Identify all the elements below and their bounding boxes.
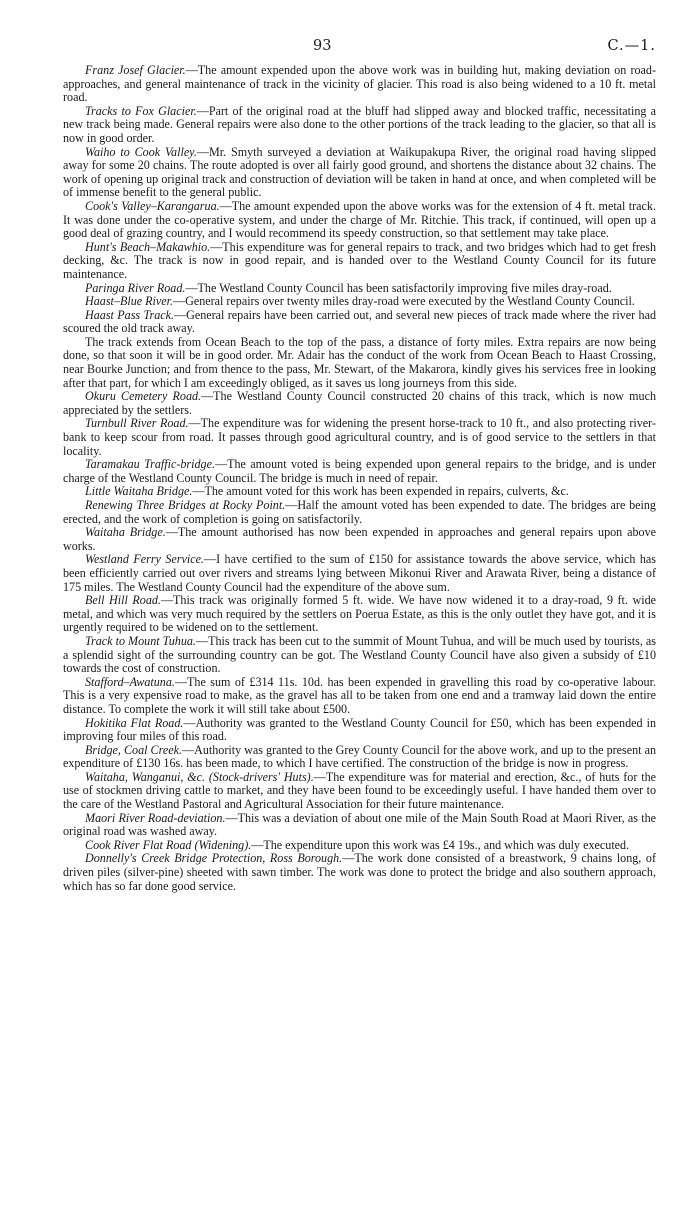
paragraph-heading: Franz Josef Glacier. <box>85 63 186 77</box>
report-paragraph <box>63 852 656 893</box>
paragraph-heading: Waiho to Cook Valley. <box>85 144 197 159</box>
paragraph-text: —General repairs have been carried out, and several new pieces of track made where the river had scoured the old track away. <box>63 307 656 336</box>
paragraph-heading: Haast Pass Track. <box>85 307 175 322</box>
paragraph-heading: Waitaha, Wanganui, &c. (Stock-drivers' Huts). <box>85 769 314 784</box>
paragraph-text: —This was a deviation of about one mile of the Main South Road at Maori River, as the original road was washed away. <box>63 810 656 839</box>
paragraph-heading: Tracks to Fox Glacier. <box>85 103 197 118</box>
report-body <box>63 64 656 893</box>
document-page <box>63 38 656 893</box>
report-paragraph <box>63 676 656 717</box>
paragraph-heading: Bridge, Coal Creek. <box>85 742 183 757</box>
paragraph-heading: Track to Mount Tuhua. <box>85 633 196 648</box>
paragraph-heading: Renewing Three Bridges at Rocky Point. <box>85 498 286 512</box>
paragraph-text: —The Westland County Council constructed 20 chains of this track, which is now much appreciated by the settlers. <box>63 389 656 417</box>
report-paragraph <box>63 635 656 676</box>
paragraph-text: —This track has been cut to the summit of Mount Tuhua, and will be much used by tourists, as a splendid sight of the surrounding country can be got. The Westland County Council have also given a subsidy of £10 towards the cost of construction. <box>63 633 657 676</box>
report-paragraph <box>63 390 656 417</box>
paragraph-text: —Part of the original road at the bluff had slipped away and blocked traffic, necessitating a new track being made. General repairs were also done to the other portions of the track leading to the glacier, so that all is now in good order. <box>63 103 656 145</box>
paragraph-text: —The expenditure was for material and erection, &c., of huts for the use of stockmen driving cattle to market, and they have been found to be exceedingly useful. I have handed them over to the care of the Westland Pastoral and Agricultural Association for their future maintenance. <box>63 769 656 812</box>
paragraph-heading: Maori River Road-deviation. <box>85 810 226 825</box>
paragraph-heading: Cook River Flat Road (Widening). <box>85 837 252 852</box>
paragraph-heading: Bell Hill Road. <box>85 593 161 608</box>
paragraph-text: —The expenditure was for widening the present horse-track to 10 ft., and also protecting river-bank to keep scour from road. It passes through good agricultural country, and is of good service to the settlers in that locality. <box>63 416 656 458</box>
paragraph-text: —I have certified to the sum of £150 for assistance towards the above service, which has been efficiently carried out over rivers and streams lying between Mikonui River and Arawata River, being a distance of 175 miles. The Westland County Council had the expenditure of the above sum. <box>63 552 656 594</box>
paragraph-heading: Cook's Valley–Karangarua. <box>85 198 220 213</box>
paragraph-text: —This expenditure was for general repairs to track, and two bridges which had to get fresh decking, &c. The track is now in good repair, and is handed over to the Westland County Council for its future maintenance. <box>63 239 656 281</box>
paragraph-text: —The work done consisted of a breastwork, 9 chains long, of driven piles (silver-pine) sheeted with sawn timber. The work was done to protect the bridge and also southern approach, which has so far done good service. <box>63 851 656 893</box>
paragraph-heading: Okuru Cemetery Road. <box>85 389 202 404</box>
paragraph-text: —Authority was granted to the Westland County Council for £50, which has been expended in improving four miles of this road. <box>63 715 656 744</box>
paragraph-heading: Westland Ferry Service. <box>85 552 204 567</box>
paragraph-text: —Authority was granted to the Grey County Council for the above work, and up to the present an expenditure of £130 16s. has been made, to which I have certified. The construction of the bridge is now in progress. <box>63 742 656 771</box>
report-paragraph <box>63 839 656 853</box>
page-number: 93 <box>313 38 332 54</box>
paragraph-heading: Taramakau Traffic-bridge. <box>85 457 215 472</box>
report-paragraph <box>63 717 656 744</box>
report-paragraph <box>63 458 656 485</box>
report-paragraph <box>63 553 656 594</box>
paragraph-text: —Half the amount voted has been expended to date. The bridges are being erected, and the work of completion is going on satisfactorily. <box>63 498 656 526</box>
paragraph-heading: Turnbull River Road. <box>85 416 189 431</box>
paragraph-text: —The expenditure upon this work was £4 19s., and which was duly executed. <box>251 837 630 852</box>
paragraph-text: —The amount voted is being expended upon general repairs to the bridge, and is under charge of the Westland County Council. The bridge is much in need of repair. <box>63 457 656 485</box>
report-paragraph <box>63 336 656 390</box>
paragraph-heading: Stafford–Awatuna. <box>85 674 175 689</box>
report-paragraph <box>63 64 656 105</box>
report-paragraph <box>63 417 656 458</box>
paragraph-heading: Donnelly's Creek Bridge Protection, Ross Borough. <box>85 851 343 866</box>
report-paragraph <box>63 241 656 282</box>
paragraph-text: —The amount expended upon the above work was in building hut, making deviation on road-approaches, and general maintenance of track in the vicinity of glacier. This road is also being widened to a 10 ft. metal road. <box>63 63 656 105</box>
report-paragraph <box>63 744 656 771</box>
report-paragraph <box>63 594 656 635</box>
report-paragraph <box>63 295 656 309</box>
paragraph-text: —Mr. Smyth surveyed a deviation at Waikupakupa River, the original road having slipped away for some 20 chains. The route adopted is over all fairly good ground, and shortens the distance about 32 chains. The work of opening up original track and construction of deviation will be taken in hand at once, and when completed will be of immense benefit to the general public. <box>63 144 656 200</box>
report-paragraph <box>63 526 656 553</box>
paragraph-heading: Hokitika Flat Road. <box>85 715 184 730</box>
page-header <box>63 38 656 64</box>
report-paragraph <box>63 282 656 296</box>
report-paragraph <box>63 200 656 241</box>
report-paragraph <box>63 485 656 499</box>
paragraph-text: The track extends from Ocean Beach to the top of the pass, a distance of forty miles. Extra repairs are now being done, so that soon it will be in good order. Mr. Adair has the conduct of the work from Ocean Beach to Haast Crossing, near Bourke Junction; and from thence to the pass, Mr. Stewart, of the Makarora, kindly gives his services free in looking after that part, for which I am exceedingly obliged, as it saves us long journeys from this side. <box>63 334 656 390</box>
report-paragraph <box>63 146 656 200</box>
paragraph-text: —The amount expended upon the above works was for the extension of 4 ft. metal track. It was done under the co-operative system, and under the charge of Mr. Ritchie. This track, if continued, will open up a good deal of grazing country, and I would recommend its speedy construction, so that settlement may take place. <box>63 198 656 241</box>
report-paragraph <box>63 499 656 526</box>
report-paragraph <box>63 812 656 839</box>
document-reference: C.—1. <box>607 38 656 54</box>
report-paragraph <box>63 771 656 812</box>
paragraph-heading: Hunt's Beach–Makawhio. <box>85 239 211 254</box>
paragraph-text: —General repairs over twenty miles dray-road were executed by the Westland County Council. <box>173 294 635 309</box>
paragraph-text: —This track was originally formed 5 ft. wide. We have now widened it to a dray-road, 9 ft. wide metal, and which was very much required by the settlers on Poerua Estate, as this is the only outlet they have got, and it is urgently required to be widened on to the settlement. <box>63 593 656 635</box>
paragraph-heading: Little Waitaha Bridge. <box>85 484 193 499</box>
paragraph-text: —The Westland County Council has been satisfactorily improving five miles dray-road. <box>185 280 612 295</box>
report-paragraph <box>63 105 656 146</box>
paragraph-heading: Paringa River Road. <box>85 280 186 295</box>
paragraph-heading: Haast–Blue River. <box>85 294 173 309</box>
paragraph-text: —The amount voted for this work has been expended in repairs, culverts, &c. <box>192 484 569 499</box>
paragraph-heading: Waitaha Bridge. <box>85 525 166 540</box>
paragraph-text: —The amount authorised has now been expended in approaches and general repairs upon above works. <box>63 525 656 553</box>
report-paragraph <box>63 309 656 336</box>
paragraph-text: —The sum of £314 11s. 10d. has been expended in gravelling this road by co-operative labour. This is a very expensive road to make, as the gravel has all to be taken from one end and a tramway laid down the entire distance. To complete the work it will still take about £500. <box>63 674 656 716</box>
